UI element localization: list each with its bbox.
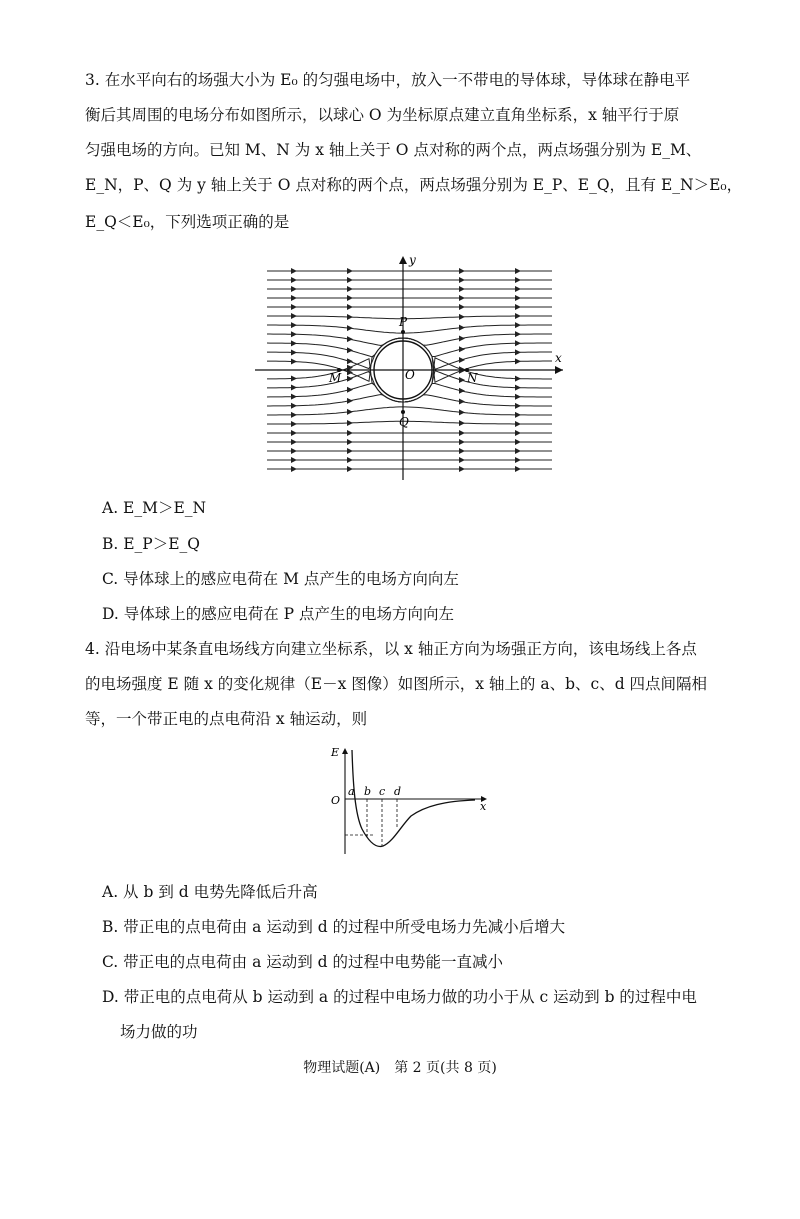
field-arrow: [515, 403, 521, 409]
field-arrow: [515, 349, 521, 355]
field-arrow: [291, 448, 297, 454]
field-arrow: [515, 286, 521, 292]
field-arrow: [347, 336, 353, 342]
field-arrow: [347, 420, 353, 426]
field-line: [267, 316, 552, 319]
page-footer: 物理试题(A) 第 2 页(共 8 页): [303, 1060, 497, 1076]
field-arrow: [459, 457, 465, 463]
origin-label: O: [405, 368, 415, 382]
field-arrow: [291, 349, 297, 355]
field-arrow: [515, 358, 521, 364]
field-arrow: [515, 439, 521, 445]
q3-line-4: E_N，P、Q 为 y 轴上关于 O 点对称的两个点，两点场强分别为 E_P、E_Q，且有 E_N＞E₀，: [85, 176, 743, 194]
field-arrow: [459, 304, 465, 310]
field-arrow: [515, 304, 521, 310]
field-arrow: [459, 277, 465, 283]
field-arrow: [459, 388, 465, 394]
field-arrow: [347, 286, 353, 292]
q3-line-5: E_Q＜E₀，下列选项正确的是: [85, 213, 290, 231]
field-arrow: [291, 421, 297, 427]
q4-option-d-line1: D. 带正电的点电荷从 b 运动到 a 的过程中电场力做的功小于从 c 运动到 b 的过程中电: [102, 988, 697, 1006]
field-arrow: [515, 322, 521, 328]
q3-option-d: D. 导体球上的感应电荷在 P 点产生的电场方向向左: [102, 605, 455, 623]
e-axis-label: E: [331, 746, 340, 759]
e-x-curve: [352, 750, 475, 846]
field-arrow: [347, 430, 353, 436]
field-arrow: [347, 457, 353, 463]
field-arrow: [347, 409, 353, 415]
field-arrow: [291, 304, 297, 310]
y-axis-label: y: [409, 253, 416, 267]
field-arrow: [515, 394, 521, 400]
q4-line-1: 4. 沿电场中某条直电场线方向建立坐标系，以 x 轴正方向为场强正方向，该电场线上各点: [85, 640, 697, 658]
field-arrow: [515, 268, 521, 274]
field-arrow: [459, 448, 465, 454]
field-arrow: [515, 421, 521, 427]
field-arrow: [459, 335, 465, 341]
field-arrow: [347, 398, 353, 404]
point-m-label: M: [329, 371, 342, 385]
field-arrow: [459, 325, 465, 331]
field-arrow: [291, 340, 297, 346]
field-arrow: [459, 295, 465, 301]
point-b-label: b: [364, 785, 372, 798]
q3-line-2: 衡后其周围的电场分布如图所示，以球心 O 为坐标原点建立直角坐标系，x 轴平行于原: [85, 106, 680, 124]
q3-option-b: B. E_P＞E_Q: [102, 535, 201, 553]
q3-line-3: 匀强电场的方向。已知 M、N 为 x 轴上关于 O 点对称的两个点，两点场强分别为 E_M、: [85, 141, 702, 159]
field-arrow: [347, 325, 353, 331]
field-arrow: [347, 376, 353, 382]
q4-e-x-graph: [325, 744, 495, 859]
point-c-label: c: [379, 785, 386, 798]
field-arrow: [459, 439, 465, 445]
field-line: [267, 421, 552, 424]
field-arrow: [347, 448, 353, 454]
q4-option-c: C. 带正电的点电荷由 a 运动到 d 的过程中电势能一直减小: [102, 953, 504, 971]
field-arrow: [515, 412, 521, 418]
field-arrow: [459, 430, 465, 436]
point-q-marker: [401, 410, 405, 414]
q4-line-3: 等，一个带正电的点电荷沿 x 轴运动，则: [85, 710, 368, 728]
q4-line-2: 的电场强度 E 随 x 的变化规律（E－x 图像）如图所示，x 轴上的 a、b、c、d 四点间隔相: [85, 675, 708, 693]
origin-label: O: [331, 794, 341, 807]
field-arrow: [291, 403, 297, 409]
point-a-label: a: [348, 785, 355, 798]
field-arrow: [347, 314, 353, 320]
field-arrow: [515, 313, 521, 319]
field-arrow: [459, 420, 465, 426]
field-arrow: [347, 466, 353, 472]
field-arrow: [347, 268, 353, 274]
field-arrow: [515, 340, 521, 346]
field-arrow: [515, 376, 521, 382]
field-arrow: [291, 313, 297, 319]
field-arrow: [291, 457, 297, 463]
q3-field-figure: [255, 252, 575, 482]
field-arrow: [291, 394, 297, 400]
field-arrow: [291, 331, 297, 337]
point-p-label: P: [399, 315, 408, 329]
field-arrow: [515, 448, 521, 454]
field-arrow: [459, 377, 465, 383]
field-arrow: [291, 277, 297, 283]
field-arrow: [291, 375, 297, 381]
point-d-label: d: [394, 785, 402, 798]
field-arrow: [291, 439, 297, 445]
q4-option-d-line2: 场力做的功: [120, 1023, 198, 1041]
field-arrow: [459, 346, 465, 352]
field-arrow: [347, 277, 353, 283]
field-arrow: [515, 277, 521, 283]
field-arrow: [515, 331, 521, 337]
q3-option-c: C. 导体球上的感应电荷在 M 点产生的电场方向向左: [102, 570, 459, 588]
field-arrow: [459, 314, 465, 320]
field-arrow: [347, 358, 353, 364]
field-arrow: [515, 466, 521, 472]
field-arrow: [291, 295, 297, 301]
q4-option-b: B. 带正电的点电荷由 a 运动到 d 的过程中所受电场力先减小后增大: [102, 918, 566, 936]
field-arrow: [515, 457, 521, 463]
field-arrow: [291, 268, 297, 274]
field-arrow: [291, 359, 297, 365]
point-q-label: Q: [399, 415, 409, 429]
field-arrow: [291, 430, 297, 436]
field-arrow: [515, 295, 521, 301]
field-arrow: [459, 409, 465, 415]
field-arrow: [291, 385, 297, 391]
field-arrow: [347, 295, 353, 301]
point-p-marker: [401, 330, 405, 334]
field-arrow: [347, 439, 353, 445]
field-arrow: [291, 466, 297, 472]
q4-option-a: A. 从 b 到 d 电势先降低后升高: [102, 883, 318, 901]
field-line: [267, 325, 552, 333]
field-arrow: [459, 286, 465, 292]
field-line: [267, 407, 552, 415]
field-arrow: [459, 399, 465, 405]
q3-option-a: A. E_M＞E_N: [102, 499, 207, 517]
field-arrow: [347, 304, 353, 310]
x-axis-label: x: [480, 800, 487, 813]
field-arrow: [459, 357, 465, 363]
field-arrow: [515, 385, 521, 391]
field-arrow: [347, 387, 353, 393]
point-n-label: N: [467, 371, 478, 385]
field-arrow: [291, 322, 297, 328]
field-arrow: [459, 466, 465, 472]
field-arrow: [515, 430, 521, 436]
field-arrow: [459, 268, 465, 274]
q3-line-1: 3. 在水平向右的场强大小为 E₀ 的匀强电场中，放入一不带电的导体球，导体球在静电平: [85, 71, 691, 89]
field-arrow: [291, 412, 297, 418]
field-arrow: [291, 286, 297, 292]
x-axis-label: x: [555, 351, 562, 365]
field-arrow: [347, 347, 353, 353]
